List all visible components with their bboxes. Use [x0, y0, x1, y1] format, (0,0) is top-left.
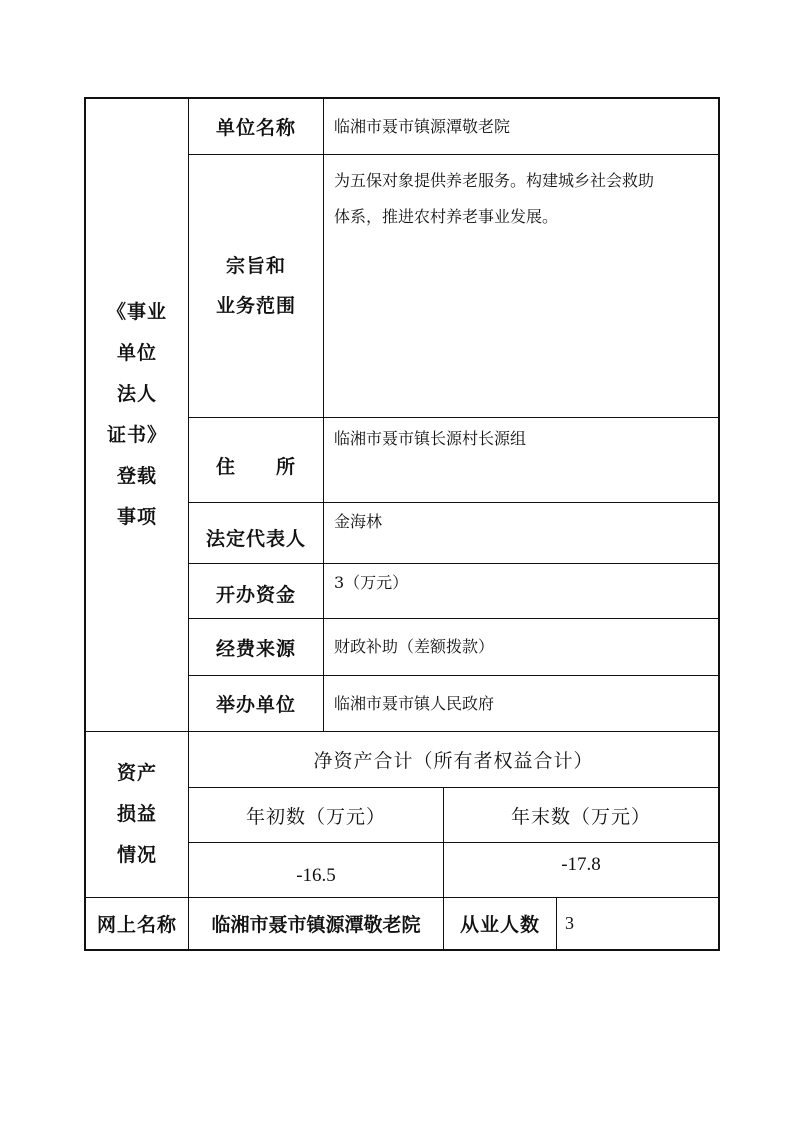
end-value: -17.8 [561, 854, 601, 875]
purpose-value-line: 体系，推进农村养老事业发展。 [334, 207, 559, 226]
section-label-line: 法人 [116, 383, 157, 405]
sponsor-unit-label: 举办单位 [215, 694, 296, 716]
section-label-line: 《事业 [106, 301, 167, 323]
unit-name-value: 临湘市聂市镇源潭敬老院 [334, 116, 511, 136]
online-name-value: 临湘市聂市镇源潭敬老院 [211, 914, 421, 936]
legal-rep-value: 金海林 [334, 512, 383, 531]
assets-label-line: 资产 [116, 762, 157, 784]
purpose-scope-label [189, 155, 323, 417]
assets-label-line: 损益 [116, 803, 157, 825]
net-assets-header: 净资产合计（所有者权益合计） [313, 750, 594, 772]
start-capital-label: 开办资金 [215, 583, 296, 606]
staff-count-value: 3 [565, 913, 574, 933]
online-name-label: 网上名称 [96, 914, 177, 936]
registration-section-label [86, 99, 188, 731]
assets-label-line: 情况 [116, 844, 157, 866]
start-capital-value: 3（万元） [334, 573, 409, 592]
begin-value-header: 年初数（万元） [245, 805, 386, 828]
purpose-label-line: 业务范围 [215, 295, 296, 317]
purpose-value-line: 为五保对象提供养老服务。构建城乡社会救助 [334, 171, 655, 190]
funding-source-label: 经费来源 [215, 637, 296, 660]
legal-rep-label: 法定代表人 [205, 527, 306, 550]
address-label: 住 所 [215, 455, 296, 478]
section-label-line: 证书》 [106, 424, 167, 446]
unit-name-label: 单位名称 [215, 117, 296, 139]
funding-source-value: 财政补助（差额拨款） [334, 637, 495, 657]
section-label-line: 登载 [116, 465, 157, 487]
end-value-header: 年末数（万元） [510, 805, 651, 828]
purpose-scope-value [324, 155, 718, 417]
begin-value: -16.5 [296, 865, 336, 886]
section-label-line: 单位 [116, 342, 157, 364]
section-label-line: 事项 [116, 506, 157, 528]
address-value: 临湘市聂市镇长源村长源组 [334, 429, 527, 448]
purpose-label-line: 宗旨和 [225, 255, 286, 277]
assets-section-label [86, 732, 188, 897]
sponsor-unit-value: 临湘市聂市镇人民政府 [334, 693, 495, 713]
staff-count-label: 从业人数 [459, 914, 540, 936]
